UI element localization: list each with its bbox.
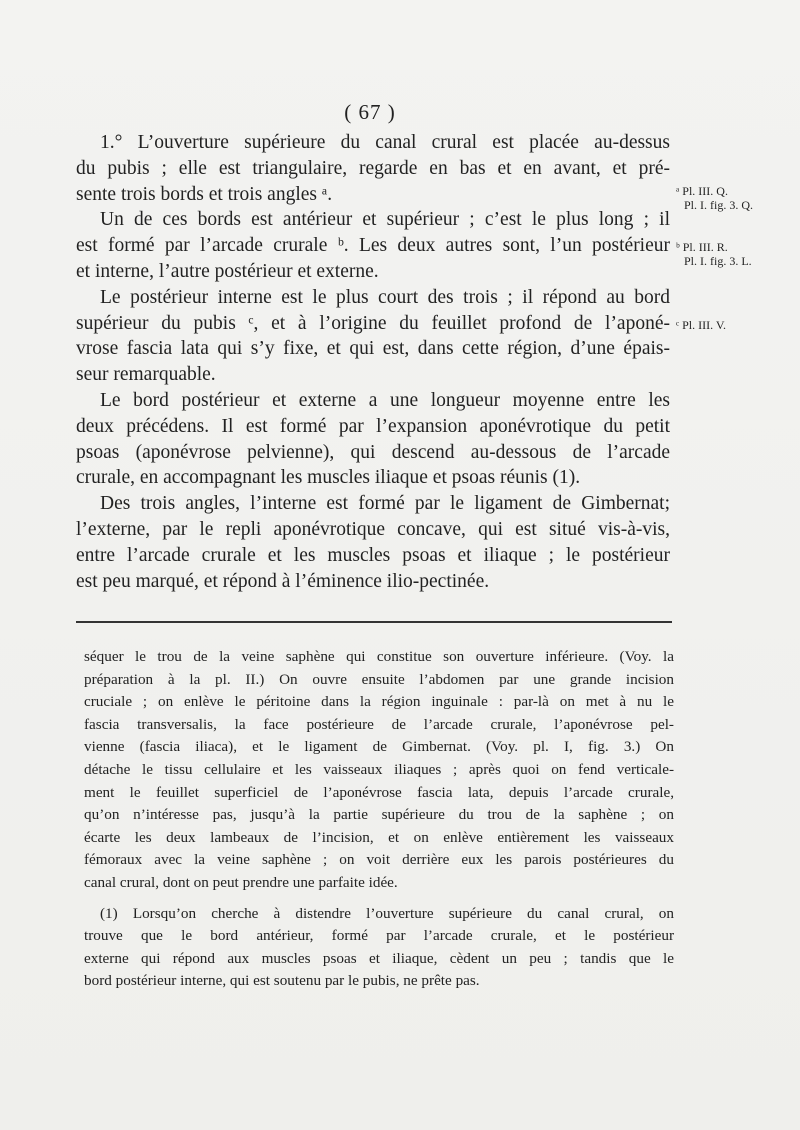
footnote-line: canal crural, dont on peut prendre une parfaite idée. bbox=[84, 873, 398, 891]
footnote-line: fémoraux avec la veine saphène ; on voit derrière eux les parois postérieures du bbox=[84, 851, 674, 869]
footnote-line: bord postérieur interne, qui est soutenu par le pubis, ne prête pas. bbox=[84, 972, 480, 990]
text-line: deux précédens. Il est formé par l’expansion aponévrotique du petit bbox=[76, 415, 670, 437]
text-line: du pubis ; elle est triangulaire, regarde en bas et en avant, et pré- bbox=[76, 157, 670, 179]
footnote-line: ment le feuillet superficiel de l’aponévrose fascia lata, depuis l’arcade crurale, bbox=[84, 783, 674, 801]
margin-note-c bbox=[676, 318, 726, 332]
margin-note-line: ᵇ Pl. III. R. bbox=[676, 240, 728, 254]
page-number: ( 67 ) bbox=[344, 100, 396, 124]
footnote-line: préparation à la pl. II.) On ouvre ensuite l’abdomen par une grande incision bbox=[84, 670, 674, 688]
text-line: est formé par l’arcade crurale ᵇ. Les deux autres sont, l’un postérieur bbox=[76, 235, 670, 257]
footnote-continued bbox=[84, 646, 674, 895]
footnote-line: détache le tissu cellulaire et les vaisseaux iliaques ; après quoi on fend verticale- bbox=[84, 760, 674, 778]
footnote-line: séquer le trou de la veine saphène qui constitue son ouverture inférieure. (Voy. la bbox=[84, 648, 674, 665]
text-line: l’externe, par le repli aponévrotique concave, qui est situé vis-à-vis, bbox=[76, 518, 670, 540]
text-line: vrose fascia lata qui s’y fixe, et qui est, dans cette région, d’une épais- bbox=[76, 338, 670, 360]
text-line: Des trois angles, l’interne est formé par le ligament de Gimbernat; bbox=[100, 493, 670, 515]
footnote-line: (1) Lorsqu’on cherche à distendre l’ouverture supérieure du canal crural, on bbox=[100, 904, 674, 922]
paragraph-4 bbox=[76, 388, 670, 414]
text-line: crurale, en accompagnant les muscles iliaque et psoas réunis (1). bbox=[76, 467, 581, 489]
footnote-line: externe qui répond aux muscles psoas et iliaque, cèdent un peu ; tandis que le bbox=[84, 949, 674, 967]
footnote-line: qu’on n’intéresse pas, jusqu’à la partie supérieure du trou de la saphène ; on bbox=[84, 806, 674, 824]
text-line: entre l’arcade crurale et les muscles psoas et iliaque ; le postérieur bbox=[76, 544, 670, 566]
paragraph-5 bbox=[76, 491, 670, 517]
text-line: Le postérieur interne est le plus court des trois ; il répond au bord bbox=[100, 286, 670, 308]
text-line: et interne, l’autre postérieur et externe. bbox=[76, 260, 379, 282]
text-line: Le bord postérieur et externe a une longueur moyenne entre les bbox=[100, 389, 670, 411]
footnote-line: écarte les deux lambeaux de l’incision, et on enlève entièrement les vaisseaux bbox=[84, 828, 674, 846]
paragraph-3 bbox=[76, 285, 670, 311]
footnote-line: cruciale ; on enlève le péritoine dans la région inguinale : par-là on met à nu le bbox=[84, 693, 674, 711]
margin-note-line: ᵃ Pl. III. Q. bbox=[676, 184, 728, 198]
margin-note-b bbox=[676, 240, 752, 268]
text-line: Un de ces bords est antérieur et supérieur ; c’est le plus long ; il bbox=[100, 209, 670, 231]
paragraph-5-cont bbox=[76, 517, 670, 594]
margin-note-line: ᶜ Pl. III. V. bbox=[676, 318, 726, 332]
footnote-1 bbox=[84, 903, 674, 926]
margin-note-line: Pl. I. fig. 3. L. bbox=[684, 254, 752, 268]
footnote-divider bbox=[76, 621, 672, 623]
paragraph-2-cont bbox=[76, 233, 670, 285]
footnote-1-cont bbox=[84, 925, 674, 993]
paragraph-1-cont bbox=[76, 156, 670, 208]
paragraph-2 bbox=[76, 207, 670, 233]
text-line: psoas (aponévrose pelvienne), qui descend au-dessous de l’arcade bbox=[76, 441, 670, 463]
margin-note-a bbox=[676, 184, 753, 212]
main-text bbox=[76, 130, 670, 594]
footnote-line: vienne (fascia iliaca), et le ligament de Gimbernat. (Voy. pl. I, fig. 3.) On bbox=[84, 738, 674, 756]
footnotes bbox=[84, 646, 674, 993]
paragraph-1 bbox=[76, 130, 670, 156]
text-line: sente trois bords et trois angles ᵃ. bbox=[76, 183, 333, 205]
footnote-line: fascia transversalis, la face postérieure de l’arcade crurale, l’aponévrose pel- bbox=[84, 715, 674, 733]
text-line: est peu marqué, et répond à l’éminence ilio-pectinée. bbox=[76, 570, 490, 592]
text-line: seur remarquable. bbox=[76, 364, 216, 386]
paragraph-4-cont bbox=[76, 414, 670, 491]
footnote-line: trouve que le bord antérieur, formé par l’arcade crurale, et le postérieur bbox=[84, 927, 674, 945]
text-line: supérieur du pubis ᶜ, et à l’origine du feuillet profond de l’aponé- bbox=[76, 312, 670, 334]
text-line: 1.° L’ouverture supérieure du canal crural est placée au-dessus bbox=[100, 132, 670, 153]
margin-note-line: Pl. I. fig. 3. Q. bbox=[684, 198, 753, 212]
paragraph-3-cont bbox=[76, 311, 670, 388]
